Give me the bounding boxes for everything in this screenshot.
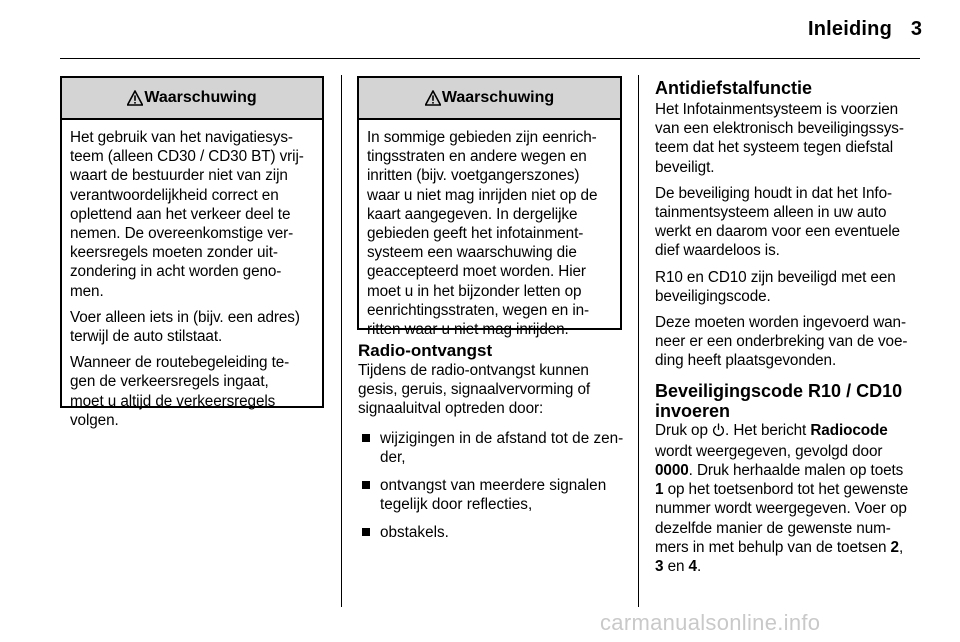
list-item: obstakels. <box>358 523 626 542</box>
antitheft-paragraph: R10 en CD10 zijn beveiligd met een beveiligingscode. <box>655 268 896 305</box>
antitheft-paragraph: Het Infotainmentsysteem is voorzien van een elektronisch beveiligingssys- teem dat het systeem tegen diefstal beveiligt. <box>655 101 904 176</box>
list-item: wijzigingen in de afstand tot de zen- der, <box>358 429 626 467</box>
warning-header <box>359 78 620 120</box>
section-heading-security-code: Beveiligingscode R10 / CD10 invoeren <box>655 380 903 421</box>
watermark: carmanualsonline.info <box>600 610 821 635</box>
warning-paragraph: In sommige gebieden zijn eenrich- tingsstraten en andere wegen en inritten (bijv. voetgangerszones) waar u niet mag inrijden niet op de kaart aangegeven. In dergelijke gebieden geeft het infotainment- systeem een waarschuwing die geaccepteerd moet worden. Hier moet u in het bijzonder letten op eenrichtingsstraten, wegen en in- ritten waar u niet mag inrijden. <box>367 129 598 339</box>
page-number: 3 <box>910 18 922 40</box>
section-heading-radio-reception: Radio-ontvangst <box>358 341 493 360</box>
page-header-title: Inleiding <box>807 18 892 40</box>
antitheft-section <box>655 78 925 583</box>
warning-body <box>359 120 620 339</box>
antitheft-paragraph: De beveiliging houdt in dat het Info- tainmentsysteem alleen in uw auto werkt en daarom voor een eventuele dief waardeloos is. <box>655 184 900 260</box>
warning-box-one-way <box>357 76 622 339</box>
bullet-square-icon <box>362 434 370 442</box>
header-rule <box>60 58 920 59</box>
column-divider-left <box>341 75 342 607</box>
list-item: ontvangst van meerdere signalen tegelijk door reflecties, <box>358 476 626 514</box>
bullet-list <box>358 429 626 543</box>
warning-title: Waarschuwing <box>441 89 555 106</box>
section-heading-antitheft: Antidiefstalfunctie <box>655 78 813 98</box>
bullet-square-icon <box>362 481 370 489</box>
radiocode-label: Radiocode <box>810 421 888 439</box>
key-2: 2 <box>890 538 899 556</box>
warning-triangle-icon <box>425 90 441 106</box>
key-3: 3 <box>655 558 664 576</box>
bullet-square-icon <box>362 528 370 536</box>
key-1: 1 <box>655 481 664 499</box>
antitheft-paragraph: Deze moeten worden ingevoerd wan- neer er een onderbreking van de voe- ding heeft plaatsgevonden. <box>655 314 908 370</box>
warning-box-navigation <box>60 76 324 429</box>
column-divider-right <box>638 75 639 607</box>
warning-body <box>62 120 322 430</box>
key-4: 4 <box>688 558 697 576</box>
warning-header <box>62 78 322 120</box>
warning-title: Waarschuwing <box>144 89 257 106</box>
section-intro: Tijdens de radio-ontvangst kunnen gesis, geruis, signaalvervorming of signaaluitval optreden door: <box>358 362 591 418</box>
warning-triangle-icon <box>127 90 143 106</box>
warning-paragraph: Wanneer de routebegeleiding te- gen de verkeersregels ingaat, moet u altijd de verkeersregels volgen. <box>70 354 290 429</box>
code-zeros: 0000 <box>655 462 689 480</box>
radio-reception-section <box>358 341 626 552</box>
power-icon <box>712 423 725 442</box>
warning-paragraph: Het gebruik van het navigatiesys- teem (alleen CD30 / CD30 BT) vrij- waart de bestuurder niet van zijn verantwoordelijkheid correct en oplettend aan het verkeer deel te nemen. De overeenkomstige ver- keersregels moeten zonder uit- zondering in acht worden geno- men. <box>70 129 304 300</box>
security-code-instructions: Druk op . Het bericht Radiocode wordt weergegeven, gevolgd door 0000. Druk herhaalde malen op toets 1 op het toetsenbord tot het gewenste nummer wordt weergegeven. Voer op dezelfde manier de gewenste num- mers in met behulp van de toetsen 2, 3 en 4. <box>655 421 909 576</box>
warning-paragraph: Voer alleen iets in (bijv. een adres) terwijl de auto stilstaat. <box>70 308 300 346</box>
